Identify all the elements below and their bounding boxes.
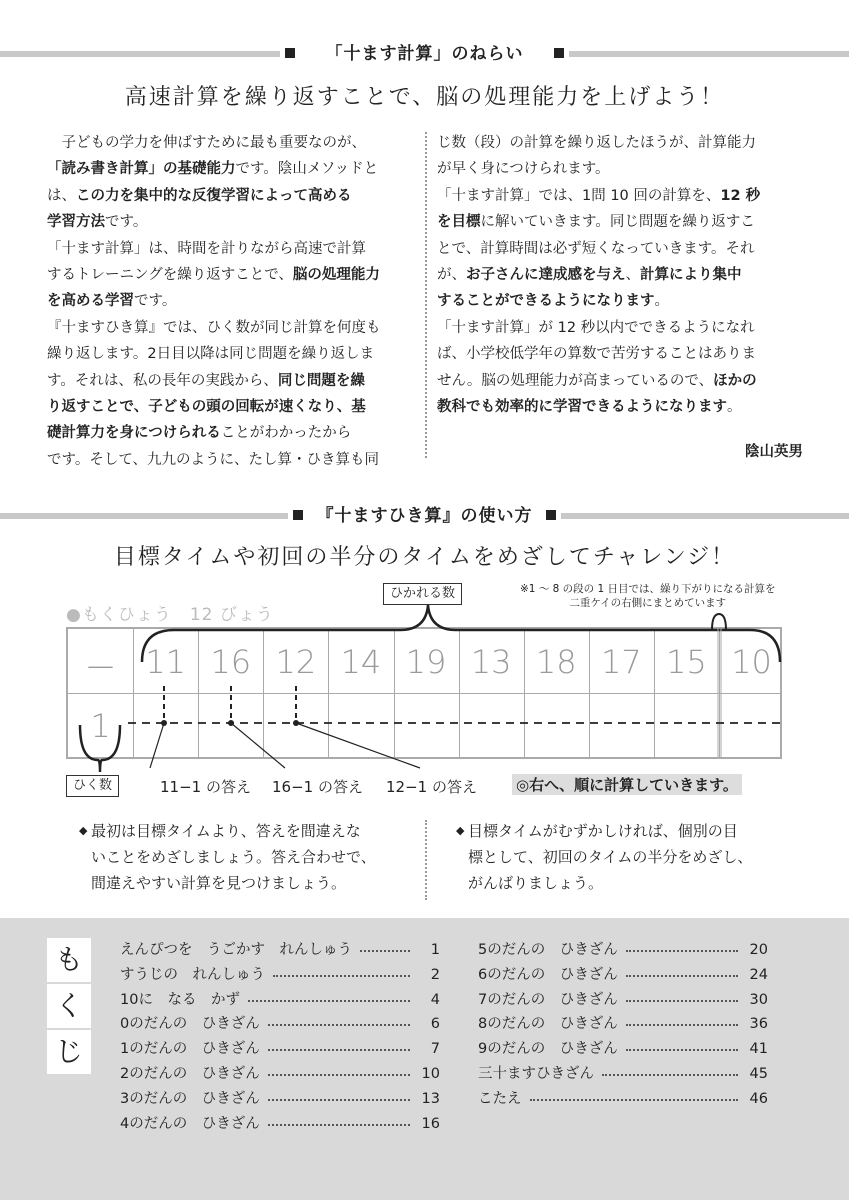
minuend-cell: 13 [470, 643, 512, 681]
toc-entry[interactable] [478, 1012, 768, 1037]
toc-leader [268, 1012, 410, 1026]
minuend-cell: 18 [535, 643, 577, 681]
toc-entry[interactable] [120, 938, 440, 963]
toc-entry-label: こたえ [478, 1090, 522, 1107]
toc-title-char: く [47, 984, 91, 1028]
toc-entry-page: 46 [749, 1090, 768, 1107]
answer-label-2: 16−1 の答え [272, 778, 363, 796]
tip-right-line: がんばりましょう。 [468, 874, 604, 892]
emphasis-text: 計算により集中 [640, 267, 742, 284]
toc-entry-page: 1 [430, 942, 440, 958]
emphasis-text: 学習方法 [47, 214, 105, 231]
minuend-cell: 10 [731, 643, 772, 681]
emphasis-text: を目標 [437, 214, 481, 231]
body-text: です。そして、九九のように、たし算・ひき算も同 [47, 451, 380, 468]
operator-cell: － [84, 649, 117, 687]
body-text: 『十ますひき算』では、ひく数が同じ計算を何度も [47, 319, 381, 336]
answer-label-1: 11−1 の答え [160, 778, 251, 796]
answer-label-3: 12−1 の答え [386, 778, 477, 796]
toc-entry-label: 2のだんの ひきざん [120, 1065, 260, 1082]
body-text: が早く身につけられます。 [437, 161, 610, 178]
minuend-cell: 14 [340, 643, 382, 681]
left-brace [80, 725, 120, 772]
toc-entry-label: 4のだんの ひきざん [120, 1115, 260, 1132]
toc-entry[interactable] [120, 1062, 440, 1087]
diamond-icon: ◆ [456, 824, 465, 837]
toc-entry-page: 24 [749, 966, 768, 983]
body-text: せん。脳の処理能力が高まっているので、 [437, 372, 714, 389]
toc-leader [360, 938, 410, 952]
emphasis-text: 教科でも効率的に学習できるようになります [437, 399, 727, 416]
toc-entry-label: 0のだんの ひきざん [120, 1016, 260, 1033]
tip-right-line: 標として、初回のタイムの半分をめざし、 [468, 848, 753, 866]
toc-entry-page: 2 [430, 966, 440, 983]
toc-entry-page: 6 [430, 1016, 440, 1033]
body-text: じ数（段）の計算を繰り返したほうが、計算能力 [437, 135, 756, 151]
headline-aim: 高速計算を繰り返すことで、脳の処理能力を上げよう！ [124, 85, 725, 110]
body-text: 、 [625, 267, 640, 284]
toc-entry-label: 5のだんの ひきざん [478, 942, 618, 958]
subtrahend-label: ひく数 [66, 775, 119, 797]
tip-right [456, 818, 753, 896]
tip-left-line: 最初は目標タイムより、答えを間違えな [91, 822, 361, 840]
body-text: が、 [437, 267, 466, 284]
toc-entry-page: 45 [749, 1065, 768, 1082]
toc-list-right [478, 938, 768, 1112]
toc-leader [626, 963, 738, 977]
section-title-usage: 『十ますひき算』の使い方 [313, 506, 537, 526]
toc-leader [626, 938, 738, 952]
toc-leader [602, 1062, 738, 1076]
body-text: 繰り返します。2日目以降は同じ問題を繰り返しま [47, 346, 375, 363]
toc-leader [530, 1087, 739, 1101]
toc-entry[interactable] [120, 1087, 440, 1112]
subtrahend-cell: 1 [90, 707, 111, 745]
minuend-label: ひかれる数 [383, 583, 462, 605]
double-rule-marker [712, 614, 726, 630]
tip-left [79, 818, 376, 896]
toc-title [47, 938, 91, 1076]
top-brace [142, 605, 780, 662]
body-text: するトレーニングを繰り返すことで、 [47, 267, 293, 284]
body-text: です。陰山メソッドと [235, 161, 379, 178]
section-title-aim: 「十ます計算」のねらい [322, 44, 528, 64]
body-text: 。 [727, 399, 742, 416]
body-text: は、 [47, 187, 76, 204]
toc-leader [626, 1012, 738, 1026]
minuend-cell: 19 [405, 643, 447, 681]
toc-entry[interactable] [120, 1037, 440, 1062]
tip-left-line: いことをめざしましょう。答え合わせで、 [91, 848, 376, 866]
direction-note: ◎右へ、順に計算していきます。 [512, 774, 742, 795]
body-text: 子どもの学力を伸ばすために最も重要なのが、 [47, 135, 366, 151]
toc-leader [273, 963, 410, 977]
emphasis-text: 12 秒 [720, 187, 761, 204]
toc-leader [268, 1112, 410, 1126]
headline-usage: 目標タイムや初回の半分のタイムをめざしてチャレンジ！ [113, 545, 736, 570]
emphasis-text: この力を集中的な反復学習によって高める [76, 187, 352, 204]
toc-leader [626, 988, 738, 1002]
emphasis-text: り返すことで、子どもの頭の回転が速くなり、基 [47, 399, 366, 416]
toc-entry-label: 1のだんの ひきざん [120, 1041, 260, 1058]
toc-leader [626, 1037, 738, 1051]
toc-entry-label: えんぴつを うごかす れんしゅう [120, 942, 352, 958]
body-text: ことがわかったから [220, 425, 352, 442]
toc-entry[interactable] [478, 938, 768, 963]
toc-entry-label: 9のだんの ひきざん [478, 1041, 618, 1058]
toc-entry-label: 10に なる かず [120, 991, 240, 1008]
toc-entry[interactable] [120, 988, 440, 1013]
toc-leader [248, 988, 410, 1002]
body-text: です。 [134, 293, 177, 310]
toc-entry-label: 8のだんの ひきざん [478, 1016, 618, 1033]
minuend-cell: 12 [275, 643, 317, 681]
toc-entry-label: 7のだんの ひきざん [478, 991, 618, 1008]
toc-entry[interactable] [478, 988, 768, 1013]
emphasis-text: 脳の処理能力 [292, 267, 380, 284]
toc-entry[interactable] [120, 963, 440, 988]
author-name: 陰山英男 [745, 444, 803, 460]
toc-entry[interactable] [478, 1037, 768, 1062]
toc-entry[interactable] [120, 1112, 440, 1137]
carry-note-line2: 二重ケイの右側にまとめています [569, 597, 727, 609]
emphasis-text: 礎計算力を身につけられる [47, 425, 221, 442]
tips-divider [425, 820, 427, 900]
emphasis-text: 「読み書き計算」の基礎能力 [47, 161, 236, 178]
toc-title-char: も [47, 938, 91, 982]
tip-left-line: 間違えやすい計算を見つけましょう。 [91, 874, 347, 892]
toc-entry-page: 10 [421, 1065, 440, 1082]
emphasis-text: 同じ問題を繰 [277, 372, 365, 389]
toc-entry[interactable] [478, 1062, 768, 1087]
body-text: 。 [654, 293, 669, 310]
toc-entry[interactable] [478, 963, 768, 988]
emphasis-text: することができるようになります [437, 293, 655, 310]
carry-note-line1: ※1 ～ 8 の段の 1 日目では、繰り下がりになる計算を [520, 583, 776, 595]
toc-entry-page: 7 [430, 1041, 440, 1058]
toc-entry-label: 三十ますひきざん [478, 1065, 594, 1082]
emphasis-text: を高める学習 [47, 293, 134, 310]
toc-leader [268, 1087, 410, 1101]
emphasis-text: お子さんに達成感を与え [466, 267, 626, 284]
body-text: 「十ます計算」では、1問 10 回の計算を、 [437, 187, 721, 204]
body-text: 「十ます計算」は、時間を計りながら高速で計算 [47, 240, 366, 257]
toc-title-char: じ [47, 1030, 91, 1074]
emphasis-text: ほかの [713, 372, 757, 389]
body-text: 「十ます計算」が 12 秒以内でできるようになれ [437, 319, 755, 336]
toc-entry-label: 3のだんの ひきざん [120, 1090, 260, 1107]
toc-entry[interactable] [478, 1087, 768, 1112]
minuend-cell: 15 [666, 643, 707, 681]
toc-entry-page: 41 [749, 1041, 768, 1058]
toc-entry[interactable] [120, 1012, 440, 1037]
toc-entry-label: すうじの れんしゅう [120, 966, 265, 983]
toc-entry-page: 36 [749, 1016, 768, 1033]
toc-entry-page: 4 [430, 991, 440, 1008]
toc-leader [268, 1062, 410, 1076]
body-text: す。それは、私の長年の実践から、 [47, 372, 278, 389]
toc-leader [268, 1037, 410, 1051]
body-text: です。 [105, 214, 148, 231]
minuend-cell: 17 [600, 643, 642, 681]
body-text: とで、計算時間は必ず短くなっていきます。それ [437, 240, 755, 257]
toc-entry-page: 13 [421, 1090, 440, 1107]
toc-entry-page: 30 [749, 991, 768, 1008]
body-text: に解いていきます。同じ問題を繰り返すこ [480, 214, 755, 231]
diamond-icon: ◆ [79, 824, 88, 837]
minuend-cell: 16 [210, 643, 252, 681]
tip-right-line: 目標タイムがむずかしければ、個別の目 [468, 822, 738, 840]
body-text: ば、小学校低学年の算数で苦労することはありま [437, 346, 756, 363]
goal-time-label: ●もくひょう 12 びょう [66, 605, 274, 625]
minuend-cell: 11 [145, 643, 186, 681]
toc-list-left [120, 938, 440, 1136]
toc-entry-page: 20 [749, 942, 768, 958]
toc-entry-page: 16 [421, 1115, 440, 1132]
toc-entry-label: 6のだんの ひきざん [478, 966, 618, 983]
